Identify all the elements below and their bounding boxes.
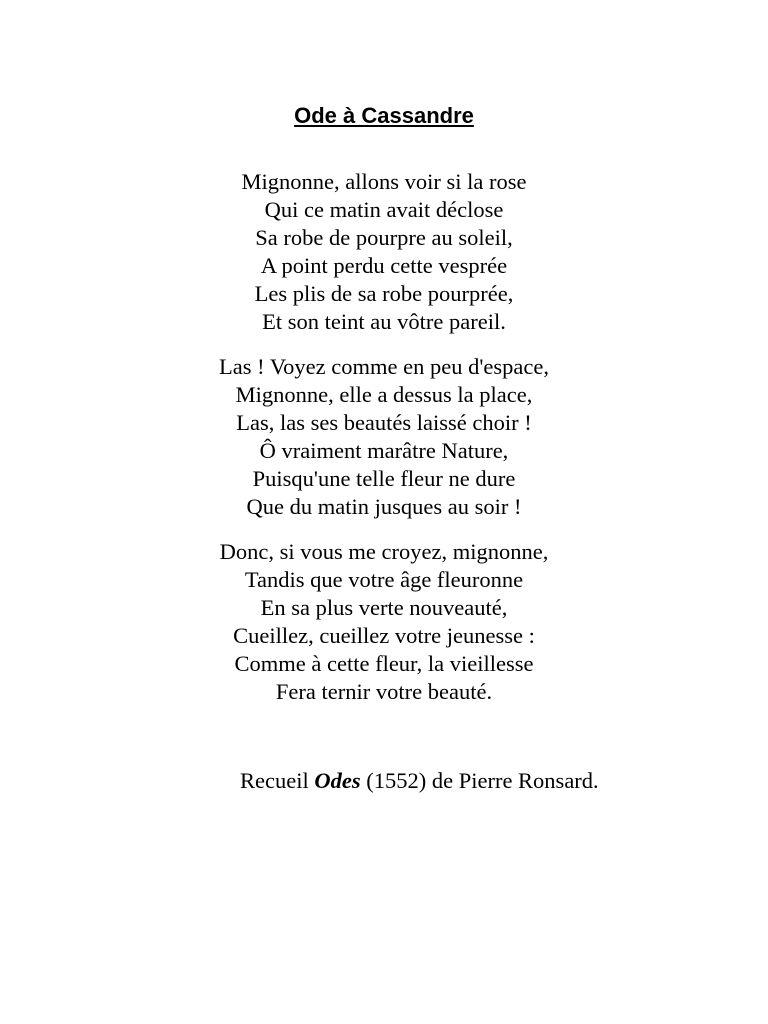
source-work-title: Odes bbox=[314, 768, 361, 793]
poem-line: Tandis que votre âge fleuronne bbox=[244, 567, 524, 592]
poem-line: Mignonne, allons voir si la rose bbox=[241, 169, 527, 194]
poem-line: Las ! Voyez comme en peu d'espace, bbox=[219, 354, 549, 379]
stanza bbox=[0, 168, 768, 336]
poem-line: Qui ce matin avait déclose bbox=[264, 197, 504, 222]
source-suffix: (1552) de Pierre Ronsard. bbox=[366, 768, 599, 793]
source-citation bbox=[240, 766, 599, 796]
poem-line: Ô vraiment marâtre Nature, bbox=[259, 438, 509, 463]
poem-line: Fera ternir votre beauté. bbox=[275, 679, 493, 704]
poem-line: Donc, si vous me croyez, mignonne, bbox=[219, 539, 549, 564]
poem-line: Que du matin jusques au soir ! bbox=[246, 494, 522, 519]
poem-line: A point perdu cette vesprée bbox=[260, 253, 508, 278]
source-prefix: Recueil bbox=[240, 768, 309, 793]
poem-line: Et son teint au vôtre pareil. bbox=[262, 309, 506, 334]
poem-line: Les plis de sa robe pourprée, bbox=[254, 281, 514, 306]
poem-line: Puisqu'une telle fleur ne dure bbox=[252, 466, 516, 491]
poem-title: Ode à Cassandre bbox=[294, 103, 474, 128]
poem-line: En sa plus verte nouveauté, bbox=[260, 595, 508, 620]
poem-line: Sa robe de pourpre au soleil, bbox=[255, 225, 513, 250]
stanza bbox=[0, 538, 768, 706]
stanza bbox=[0, 353, 768, 521]
poem-line: Mignonne, elle a dessus la place, bbox=[235, 382, 533, 407]
poem-line: Las, las ses beautés laissé choir ! bbox=[236, 410, 532, 435]
poem-line: Cueillez, cueillez votre jeunesse : bbox=[233, 623, 535, 648]
poem-line: Comme à cette fleur, la vieillesse bbox=[234, 651, 534, 676]
